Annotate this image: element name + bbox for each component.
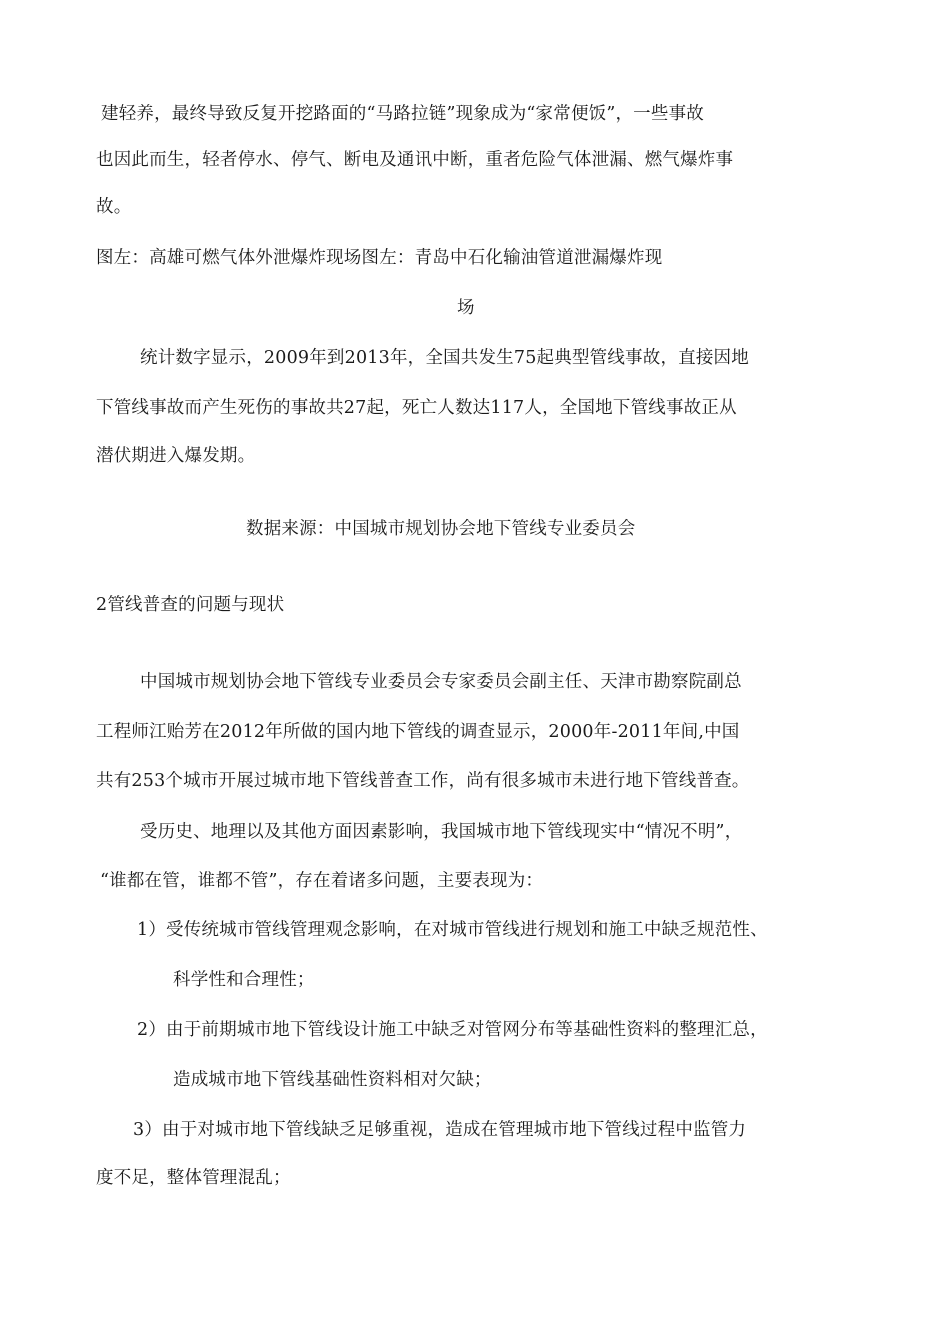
para3-line2: 工程师江贻芳在2012年所做的国内地下管线的调查显示，2000年-2011年间,中国 — [96, 722, 740, 742]
list-item-2-line1: 2）由于前期城市地下管线设计施工中缺乏对管网分布等基础性资料的整理汇总， — [137, 1020, 768, 1040]
para4-line2: “谁都在管，谁都不管”，存在着诸多问题，主要表现为： — [100, 871, 544, 891]
figure-caption-line1: 图左：高雄可燃气体外泄爆炸现场图左：青岛中石化输油管道泄漏爆炸现 — [96, 248, 663, 268]
para3-line3: 共有253个城市开展过城市地下管线普查工作，尚有很多城市未进行地下管线普查。 — [96, 771, 750, 791]
list-item-3-line1: 3）由于对城市地下管线缺乏足够重视，造成在管理城市地下管线过程中监管力 — [133, 1120, 747, 1140]
list-item-1-line1: 1）受传统城市管线管理观念影响，在对城市管线进行规划和施工中缺乏规范性、 — [137, 920, 768, 940]
para1-line2: 也因此而生，轻者停水、停气、断电及通讯中断，重者危险气体泄漏、燃气爆炸事 — [96, 150, 734, 170]
para1-line1: 建轻养，最终导致反复开挖路面的“马路拉链”现象成为“家常便饭”，一些事故 — [101, 104, 704, 124]
list-item-2-line2: 造成城市地下管线基础性资料相对欠缺； — [173, 1070, 492, 1090]
figure-caption-line2: 场 — [457, 298, 475, 318]
para3-line1: 中国城市规划协会地下管线专业委员会专家委员会副主任、天津市勘察院副总 — [140, 672, 742, 692]
section-heading: 2管线普查的问题与现状 — [96, 595, 285, 615]
para2-line2: 下管线事故而产生死伤的事故共27起，死亡人数达117人，全国地下管线事故正从 — [96, 398, 737, 418]
list-item-1-line2: 科学性和合理性； — [173, 970, 315, 990]
list-item-3-line2: 度不足，整体管理混乱； — [96, 1168, 291, 1188]
para1-line3: 故。 — [96, 197, 132, 217]
para2-line1: 统计数字显示，2009年到2013年，全国共发生75起典型管线事故，直接因地 — [140, 348, 749, 368]
para4-line1: 受历史、地理以及其他方面因素影响，我国城市地下管线现实中“情况不明”， — [140, 822, 743, 842]
para2-line3: 潜伏期进入爆发期。 — [96, 446, 256, 466]
data-source: 数据来源：中国城市规划协会地下管线专业委员会 — [246, 519, 636, 539]
